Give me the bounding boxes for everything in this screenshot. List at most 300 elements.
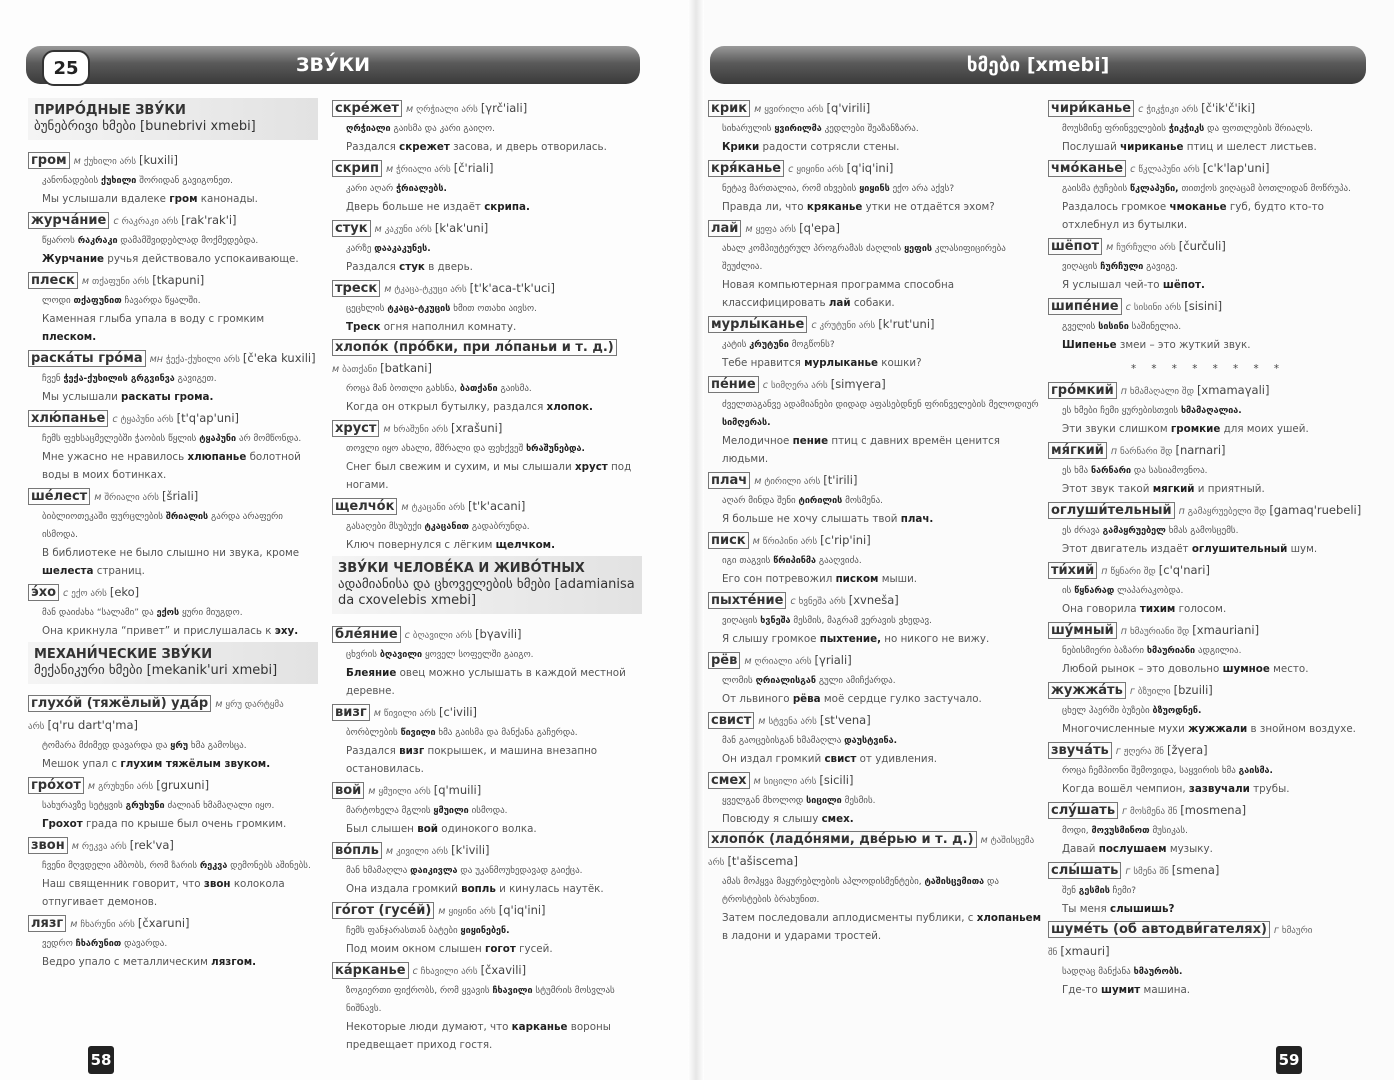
example-text: в ладони и ударами тростей. xyxy=(722,930,882,942)
georgian-translation: სიცილი არს xyxy=(763,777,817,787)
example-text: ყველგან მხოლოდ xyxy=(722,796,807,806)
example-text: шум. xyxy=(1287,543,1318,555)
example-text: დამამშვიდებლად მოქმედებდა. xyxy=(117,236,259,246)
part-of-speech: п xyxy=(1178,506,1185,517)
transliteration: [šriali] xyxy=(161,489,199,503)
example-text: კარი აღარ xyxy=(346,184,397,194)
part-of-speech: мн xyxy=(149,354,164,365)
part-of-speech: м xyxy=(384,284,392,295)
part-of-speech: м xyxy=(758,716,766,727)
dictionary-entry xyxy=(1048,680,1368,738)
georgian-translation: ხმაური შნ xyxy=(1048,926,1313,958)
chapter-header-bar xyxy=(26,46,640,84)
georgian-translation: ჩხავილი არს xyxy=(420,967,478,977)
part-of-speech: г xyxy=(1273,925,1279,936)
example-georgian xyxy=(708,672,1044,690)
dictionary-entry xyxy=(28,913,318,971)
georgian-translation: ხვნეშა არს xyxy=(798,597,846,607)
chapter-header-bar-georgian xyxy=(710,46,1366,84)
entry-line xyxy=(1048,98,1368,120)
example-text: ჩვენი მღვდელი ამბობს, რომ ზარის xyxy=(42,861,200,871)
part-of-speech: п xyxy=(1120,626,1127,637)
highlighted-word: громкие xyxy=(1170,423,1221,435)
highlighted-word: мурлыканье xyxy=(804,357,878,369)
part-of-speech: с xyxy=(112,414,118,425)
example-text: და უკანმოუხედავად გაიქცა. xyxy=(457,866,583,876)
example-text: ჩავარდა წყალში. xyxy=(121,296,201,306)
headword: бле́яние xyxy=(332,626,401,643)
georgian-translation: სიმღერა არს xyxy=(770,381,828,391)
chapter-number-badge: 25 xyxy=(42,50,90,86)
example-text: ექო არა აქვს? xyxy=(889,184,955,194)
transliteration: [c'rip'ini] xyxy=(820,533,871,547)
example-text: Снег был свежим и сухим, и мы слышали xyxy=(346,461,575,473)
example-georgian xyxy=(28,604,318,622)
highlighted-word: скрежет xyxy=(399,141,450,153)
example-text: для моих ушей. xyxy=(1220,423,1309,435)
section-subtitle: ბუნებრივი ხმები [bunebrivi xmebi] xyxy=(34,119,256,134)
georgian-translation: გრუხუნი არს xyxy=(98,782,154,792)
example-text: თითქოს ვიღაცამ ბოთლიდან მოწრუპა. xyxy=(1178,184,1351,194)
highlighted-word: зазвучали xyxy=(1188,783,1250,795)
dictionary-entry xyxy=(708,650,1044,708)
highlighted-word: წკლაპუნი, xyxy=(1130,184,1179,194)
headword: скрип xyxy=(332,160,382,177)
transliteration: [č'eka kuxili] xyxy=(242,351,316,365)
example-georgian xyxy=(1048,318,1368,336)
example-text: აღარ მინდა შენი xyxy=(722,496,799,506)
section-subtitle: მექანიკური ხმები [mekanik'uri xmebi] xyxy=(34,663,278,678)
dictionary-entry xyxy=(708,314,1044,372)
dictionary-entry xyxy=(1048,296,1368,354)
dictionary-entry xyxy=(1048,800,1368,858)
entry-line xyxy=(332,496,642,518)
georgian-translation: ტკაცა-ტკუცი არს xyxy=(394,285,467,295)
entry-line xyxy=(708,770,1044,792)
highlighted-word: лязгом. xyxy=(211,956,257,968)
transliteration: [gamaq'ruebeli] xyxy=(1269,503,1362,517)
example-russian xyxy=(332,664,642,700)
example-text: В библиотеке не было слышно ни звука, кроме xyxy=(42,547,300,559)
highlighted-word: დაუსტვინა. xyxy=(844,736,898,746)
headword: шипе́ние xyxy=(1048,298,1122,315)
part-of-speech: м xyxy=(438,906,446,917)
part-of-speech: с xyxy=(1125,302,1131,313)
highlighted-word: свист xyxy=(824,753,857,765)
dictionary-entry xyxy=(1048,560,1368,618)
example-text: ცხვრის xyxy=(346,650,380,660)
example-russian xyxy=(1048,276,1368,294)
example-russian xyxy=(1048,900,1368,918)
dictionary-entry xyxy=(28,210,318,268)
headword: шу́мный xyxy=(1048,622,1117,639)
example-text: გავიგე. xyxy=(1143,262,1178,272)
entry-line xyxy=(1048,860,1368,882)
dictionary-entry xyxy=(28,582,318,640)
example-text: Новая компьютерная программа способна классифицировать xyxy=(722,279,955,309)
georgian-translation: ყმუილი არს xyxy=(378,787,431,797)
transliteration: [c'ivili] xyxy=(438,705,478,719)
example-text: огня наполнил комнату. xyxy=(380,321,517,333)
example-text: ხმა გაისმა და მანქანა გაჩერდა. xyxy=(435,728,578,738)
example-text: Этот двигатель издаёт xyxy=(1062,543,1192,555)
example-text: болотной воды в моих ботинках. xyxy=(42,451,301,481)
example-text: საშინელია. xyxy=(1128,322,1182,332)
entry-line xyxy=(1048,236,1368,258)
example-georgian xyxy=(28,737,318,755)
transliteration: [rek'va] xyxy=(129,838,174,852)
dictionary-entry xyxy=(28,835,318,911)
example-text: Затем последовали аплодисменты публики, с xyxy=(722,912,977,924)
example-text: ეს ხმები ჩემი ყურებისთვის xyxy=(1062,406,1181,416)
example-text: ხმა გამოსცა. xyxy=(188,741,247,751)
entry-line xyxy=(28,486,318,508)
example-text: ლაპარაკობდა. xyxy=(1114,586,1184,596)
highlighted-word: раскаты грома. xyxy=(121,391,214,403)
highlighted-word: гогот xyxy=(484,943,516,955)
example-text: Давай xyxy=(1062,843,1099,855)
example-text: Я услышал чей-то xyxy=(1062,279,1163,291)
example-georgian xyxy=(28,857,318,875)
example-text: Где-то xyxy=(1062,984,1102,996)
part-of-speech: м xyxy=(383,424,391,435)
example-russian xyxy=(708,810,1044,828)
highlighted-word: ჩხავილი xyxy=(492,986,533,996)
entry-line xyxy=(28,775,318,797)
headword: слу́шать xyxy=(1048,802,1118,819)
transliteration: [rak'rak'i] xyxy=(181,213,237,227)
example-russian xyxy=(708,138,1044,156)
highlighted-word: ყიყინებენ. xyxy=(460,926,510,936)
example-text: სტუმრის მოსვლას ნიშნავს. xyxy=(346,986,615,1014)
headword: хлю́панье xyxy=(28,410,108,427)
dictionary-entry xyxy=(332,840,642,898)
highlighted-word: вопль xyxy=(461,883,496,895)
example-russian xyxy=(332,940,642,958)
example-text: Некоторые люди думают, что xyxy=(346,1021,512,1033)
entry-line xyxy=(332,278,642,300)
transliteration: [sicili] xyxy=(819,773,854,787)
transliteration: [batkani] xyxy=(380,361,432,375)
headword: шуме́ть (об автодви́гателях) xyxy=(1048,921,1270,938)
highlighted-word: სისინი xyxy=(1098,322,1129,332)
dictionary-entry xyxy=(28,150,318,208)
highlighted-word: хруст xyxy=(574,461,608,473)
entry-line xyxy=(1048,500,1368,522)
example-text: мыши. xyxy=(878,573,918,585)
highlighted-word: ბათქანი xyxy=(459,384,498,394)
headword: лай xyxy=(708,220,741,237)
headword: во́пль xyxy=(332,842,382,859)
dictionary-entry xyxy=(708,374,1044,468)
part-of-speech: м xyxy=(71,841,79,852)
entry-line xyxy=(332,624,642,646)
transliteration: [q'ru dart'q'ma] xyxy=(47,718,138,732)
transliteration: [xmauri] xyxy=(1060,944,1110,958)
example-text: Этот звук такой xyxy=(1062,483,1153,495)
entry-line xyxy=(1048,560,1368,582)
example-georgian xyxy=(28,292,318,310)
highlighted-word: თქაფუნით xyxy=(73,296,122,306)
example-text: одинокого волка. xyxy=(438,823,537,835)
entry-line xyxy=(332,218,642,240)
headword: мурлы́канье xyxy=(708,316,807,333)
georgian-translation: სტვენა არს xyxy=(768,717,817,727)
highlighted-word: тихим xyxy=(1139,603,1176,615)
georgian-translation: ბზუილი xyxy=(1137,687,1171,697)
example-text: გაისმა და კარი გაიღო. xyxy=(390,124,495,134)
georgian-translation: წივილი არს xyxy=(383,709,436,719)
highlighted-word: мягкий xyxy=(1152,483,1195,495)
transliteration: [čurčuli] xyxy=(1178,239,1226,253)
example-russian xyxy=(1048,480,1368,498)
example-text: овец можно услышать в каждой местной деревне. xyxy=(346,667,626,697)
example-georgian xyxy=(708,120,1044,138)
example-text: и приятный. xyxy=(1194,483,1265,495)
example-text: От львиного xyxy=(722,693,793,705)
highlighted-word: хлюпанье xyxy=(187,451,247,463)
transliteration: [xrašuni] xyxy=(451,421,503,435)
example-text: ადგილია. xyxy=(1195,646,1242,656)
example-text: გაისმა ტუჩების xyxy=(1062,184,1131,194)
example-russian xyxy=(1048,981,1368,999)
entry-line xyxy=(1048,158,1368,180)
example-russian xyxy=(708,690,1044,708)
georgian-translation: გამაყრუებელი შდ xyxy=(1187,507,1267,517)
example-text: ის xyxy=(1062,586,1075,596)
column-1 xyxy=(28,96,318,971)
example-georgian xyxy=(332,240,642,258)
example-text: птиц с давних времён ценится людьми. xyxy=(722,435,1000,465)
highlighted-word: ღრიალისგან xyxy=(755,676,816,686)
georgian-translation: ბათქანი xyxy=(342,365,378,375)
dictionary-entry xyxy=(332,780,642,838)
example-text: ცეცხლის xyxy=(346,304,388,314)
headword: мя́гкий xyxy=(1048,442,1107,459)
example-russian xyxy=(28,388,318,406)
dictionary-entry xyxy=(332,418,642,494)
highlighted-word: ჭექა-ქუხილის გრგვინვა xyxy=(63,374,175,384)
headword: чири́канье xyxy=(1048,100,1134,117)
example-georgian xyxy=(708,552,1044,570)
headword: слы́шать xyxy=(1048,862,1121,879)
example-georgian xyxy=(28,370,318,388)
entry-line xyxy=(332,338,642,380)
example-russian xyxy=(1048,336,1368,354)
example-text: кошки? xyxy=(877,357,922,369)
headword: гро́хот xyxy=(28,777,84,794)
headword: жужжа́ть xyxy=(1048,682,1126,699)
headword: пыхте́ние xyxy=(708,592,786,609)
example-text: და ფოთლების შრიალს. xyxy=(1204,124,1313,134)
example-text: ნეტავ მართალია, რომ იხვების xyxy=(722,184,860,194)
highlighted-word: Блеяние xyxy=(346,667,397,679)
highlighted-word: ხმამაღალია. xyxy=(1180,406,1242,416)
dictionary-entry xyxy=(708,218,1044,312)
part-of-speech: м xyxy=(374,224,382,235)
part-of-speech: г xyxy=(1129,686,1135,697)
example-text: собаки. xyxy=(850,297,895,309)
highlighted-word: слышишь? xyxy=(1110,903,1175,915)
entry-line xyxy=(332,900,642,922)
part-of-speech: г xyxy=(1122,806,1128,817)
transliteration: [c'k'lap'uni] xyxy=(1202,161,1270,175)
georgian-translation: ღრიალი არს xyxy=(754,657,812,667)
example-text: ყოველ სოფელში გაიგო. xyxy=(422,650,534,660)
example-text: страниц. xyxy=(93,565,145,577)
example-russian xyxy=(332,318,642,336)
example-georgian xyxy=(1048,522,1368,540)
example-russian xyxy=(28,622,318,640)
transliteration: [q'muili] xyxy=(433,783,482,797)
column-2 xyxy=(332,96,642,1054)
part-of-speech: м xyxy=(405,104,414,115)
dictionary-entry xyxy=(332,218,642,276)
highlighted-word: გრუხუნი xyxy=(125,801,165,811)
transliteration: [narnari] xyxy=(1175,443,1226,457)
highlighted-word: звон xyxy=(203,878,231,890)
example-russian xyxy=(708,198,1044,216)
example-text: ცხელ ჰაერში ბუზები xyxy=(1062,706,1153,716)
highlighted-word: ყეფის xyxy=(904,244,933,254)
headword: кря́канье xyxy=(708,160,784,177)
transliteration: [t'ašiscema] xyxy=(727,854,798,868)
example-text: ამას მოჰყვა მაყურებლების აპლოდისმენტები, xyxy=(722,877,925,887)
example-text: და ტროსტების ბრახუნით. xyxy=(722,877,999,905)
entry-line xyxy=(708,98,1044,120)
part-of-speech: м xyxy=(73,156,81,167)
entry-line xyxy=(708,530,1044,552)
part-of-speech: с xyxy=(63,588,69,599)
highlighted-word: ქუხილი xyxy=(101,176,137,186)
section-heading xyxy=(332,556,642,614)
dictionary-entry xyxy=(28,486,318,580)
part-of-speech: м xyxy=(373,708,381,719)
highlighted-word: чириканье xyxy=(1120,141,1184,153)
example-text: ეს ხმა xyxy=(1062,466,1091,476)
example-text: колокола отпугивает демонов. xyxy=(42,878,285,908)
example-georgian xyxy=(332,922,642,940)
example-text: ზოგიერთი ფიქრობს, რომ ყვავის xyxy=(346,986,493,996)
example-text: და სასიამოვნოა. xyxy=(1131,466,1208,476)
entry-line xyxy=(708,374,1044,396)
georgian-translation: წკლაპუნი არს xyxy=(1138,165,1200,175)
example-georgian xyxy=(1048,462,1368,480)
example-text: Был слышен xyxy=(346,823,418,835)
example-russian xyxy=(332,1018,642,1054)
transliteration: [žγera] xyxy=(1166,743,1208,757)
dictionary-entry xyxy=(708,830,1044,945)
example-text: птиц и шелест листьев. xyxy=(1183,141,1317,153)
headword: плеск xyxy=(28,272,78,289)
transliteration: [simγera] xyxy=(830,377,886,391)
entry-line xyxy=(28,270,318,292)
example-russian xyxy=(332,458,642,494)
highlighted-word: ჩხარუნით xyxy=(75,939,122,949)
entry-line xyxy=(28,835,318,857)
example-georgian xyxy=(1048,762,1368,780)
book-gutter xyxy=(688,0,704,1080)
example-russian xyxy=(1048,720,1368,738)
example-text: под ногами. xyxy=(346,461,632,491)
entry-line xyxy=(1048,620,1368,642)
part-of-speech: м xyxy=(401,502,409,513)
part-of-speech: м xyxy=(745,224,753,235)
example-georgian xyxy=(332,646,642,664)
example-russian xyxy=(28,310,318,346)
georgian-translation: თქაფუნი არს xyxy=(92,277,150,287)
entry-line xyxy=(28,348,318,370)
example-text: ვედრო xyxy=(42,939,76,949)
georgian-translation: ჭრიალი არს xyxy=(396,165,451,175)
dictionary-entry xyxy=(1048,500,1368,558)
example-text: შორიდან გავიგონეთ. xyxy=(136,176,233,186)
highlighted-word: ყვირილმა xyxy=(774,124,822,134)
dictionary-entry xyxy=(28,775,318,833)
example-text: კლასიფიცირება შეუძლია. xyxy=(722,244,1006,272)
example-text: Ключ повернулся с лёгким xyxy=(346,539,496,551)
example-russian xyxy=(332,880,642,898)
transliteration: [k'ak'uni] xyxy=(434,221,489,235)
example-russian xyxy=(28,755,318,773)
example-georgian xyxy=(708,240,1044,276)
example-text: место. xyxy=(1269,663,1309,675)
example-text: დავარდა. xyxy=(121,939,168,949)
part-of-speech: м xyxy=(368,786,376,797)
georgian-translation: ყრუ დარტყმა არს xyxy=(28,700,284,732)
part-of-speech: м xyxy=(754,104,762,115)
highlighted-word: ხმაურობს. xyxy=(1133,967,1183,977)
part-of-speech: м xyxy=(980,835,988,846)
headword: звуча́ть xyxy=(1048,742,1112,759)
example-georgian xyxy=(332,440,642,458)
dictionary-entry xyxy=(332,98,642,156)
example-text: Любой рынок – это довольно xyxy=(1062,663,1223,675)
example-georgian xyxy=(332,180,642,198)
entry-line xyxy=(28,582,318,604)
example-text: и кинулась наутёк. xyxy=(495,883,604,895)
example-text: но никого не вижу. xyxy=(880,633,990,645)
entry-line xyxy=(28,694,318,737)
example-russian xyxy=(28,190,318,208)
part-of-speech: м xyxy=(87,781,96,792)
headword: ти́хий xyxy=(1048,562,1097,579)
georgian-translation: ყეფა არს xyxy=(755,225,797,235)
transliteration: [gruxuni] xyxy=(156,778,210,792)
highlighted-word: хлопаньем xyxy=(976,912,1042,924)
example-russian xyxy=(1048,420,1368,438)
example-text: იგი თაგვის xyxy=(722,556,774,566)
chapter-title: ЗВУ́КИ xyxy=(295,54,371,76)
highlighted-word: ტყაპუნი xyxy=(199,434,237,444)
example-georgian xyxy=(1048,882,1368,900)
example-text: ხმას გამოსცემს. xyxy=(1165,526,1239,536)
example-text: გველის xyxy=(1062,322,1099,332)
georgian-translation: ყვირილი არს xyxy=(764,105,824,115)
example-russian xyxy=(1048,600,1368,618)
highlighted-word: писком xyxy=(835,573,879,585)
entry-line xyxy=(332,780,642,802)
georgian-translation: მოსმენა შნ xyxy=(1130,807,1178,817)
georgian-translation: ჩხარუნი არს xyxy=(80,920,135,930)
georgian-translation: სისინი არს xyxy=(1133,303,1182,313)
example-text: Мелодичное xyxy=(722,435,793,447)
example-georgian xyxy=(708,612,1044,630)
example-russian xyxy=(28,953,318,971)
highlighted-word: Грохот xyxy=(42,818,83,830)
example-text: Она крикнула “привет” и прислушалась к xyxy=(42,625,275,637)
example-text: მოსმენა. xyxy=(842,496,884,506)
